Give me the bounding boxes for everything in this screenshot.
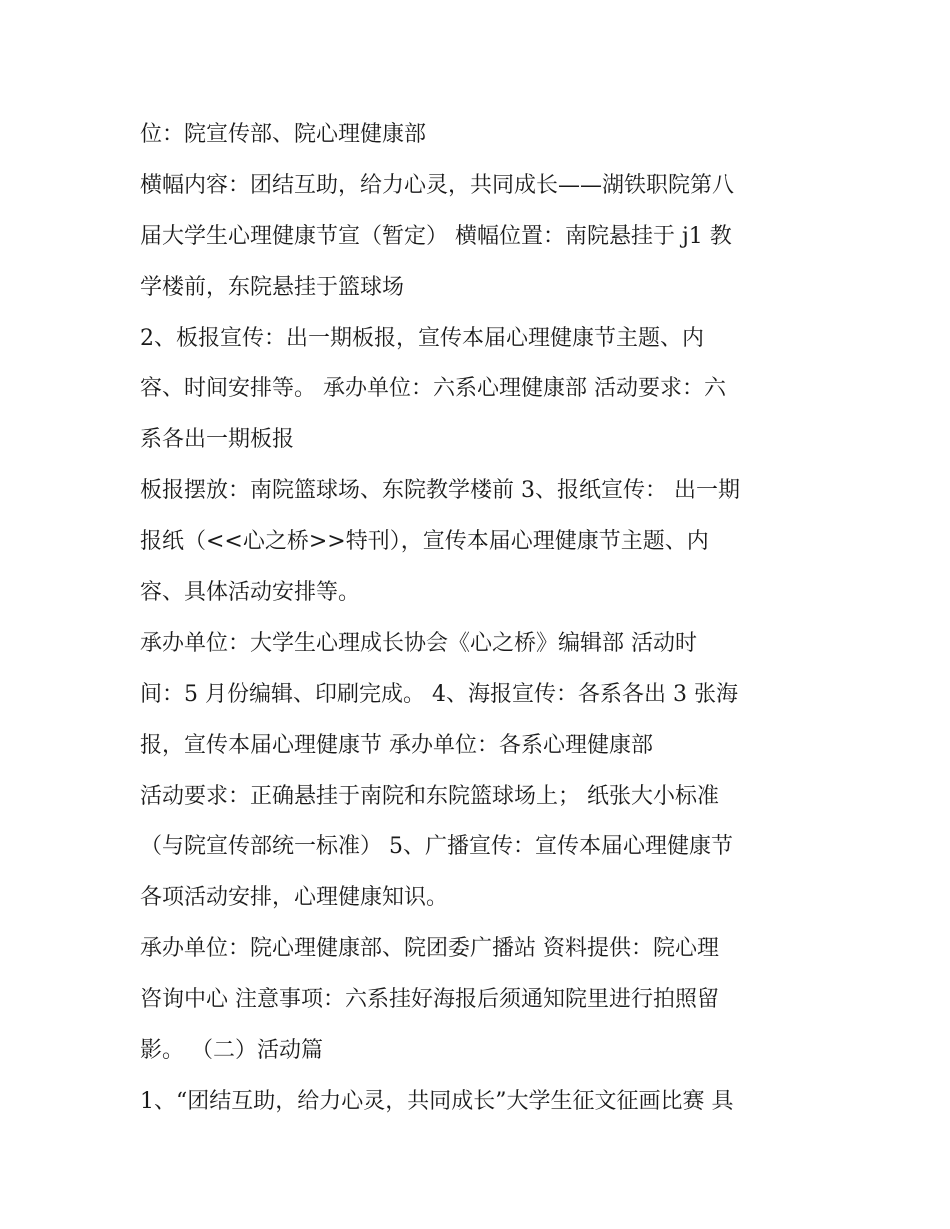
text-line: 届大学生心理健康节宣（暂定） 横幅位置：南院悬挂于 j1 教 xyxy=(140,223,732,249)
text-line: 系各出一期板报 xyxy=(140,427,295,453)
text-line: 1、“团结互助，给力心灵，共同成长”大学生征文征画比赛 具 xyxy=(140,1088,734,1114)
text-line: 容、具体活动安排等。 xyxy=(140,580,361,606)
text-line: 报纸（<<心之桥>>特刊），宣传本届心理健康节主题、内 xyxy=(140,529,709,555)
text-line: 各项活动安排，心理健康知识。 xyxy=(140,885,449,911)
text-line: 位：院宣传部、院心理健康部 xyxy=(140,122,427,147)
text-line: 板报摆放：南院篮球场、东院教学楼前 3、报纸宣传： 出一期 xyxy=(140,478,740,504)
text-line: 容、时间安排等。 承办单位：六系心理健康部 活动要求：六 xyxy=(140,376,726,402)
text-line: （与院宣传部统一标准） 5、广播宣传：宣传本届心理健康节 xyxy=(140,834,733,860)
text-line: 承办单位：大学生心理成长协会《心之桥》编辑部 活动时 xyxy=(140,630,697,656)
text-line: 间：5 月份编辑、印刷完成。 4、海报宣传：各系各出 3 张海 xyxy=(140,681,738,707)
text-line: 横幅内容：团结互助，给力心灵，共同成长——湖铁职院第八 xyxy=(140,172,735,198)
text-line: 活动要求：正确悬挂于南院和东院篮球场上； 纸张大小标准 xyxy=(140,783,719,809)
text-line: 影。 （二）活动篇 xyxy=(140,1038,323,1064)
text-line: 学楼前，东院悬挂于篮球场 xyxy=(140,274,405,300)
text-line: 咨询中心 注意事项：六系挂好海报后须通知院里进行拍照留 xyxy=(140,987,719,1013)
text-line: 2、板报宣传：出一期板报，宣传本届心理健康节主题、内 xyxy=(140,325,704,351)
document-body xyxy=(140,110,830,1128)
text-line: 承办单位：院心理健康部、院团委广播站 资料提供：院心理 xyxy=(140,936,719,962)
text-line: 报，宣传本届心理健康节 承办单位：各系心理健康部 xyxy=(140,732,653,758)
